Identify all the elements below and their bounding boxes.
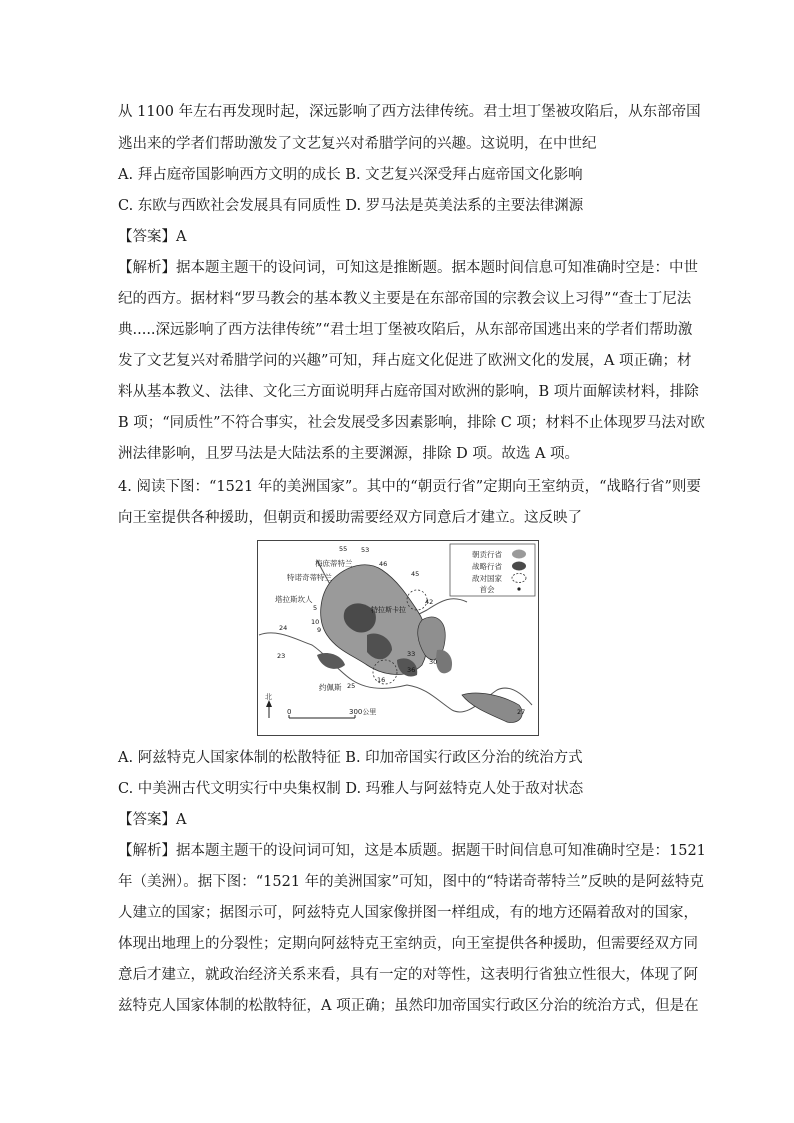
- answer-label: 【答案】A: [118, 812, 187, 828]
- option-line: A. 拜占庭帝国影响西方文明的成长 B. 文艺复兴深受拜占庭帝国文化影响: [118, 167, 583, 183]
- question-line: 4. 阅读下图：“1521 年的美洲国家”。其中的“朝贡行省”定期向王室纳贡，“战略行省”则要: [118, 479, 701, 495]
- analysis-line: 洲法律影响，且罗马法是大陆法系的主要渊源，排除 D 项。故选 A 项。: [118, 446, 580, 462]
- map-number: 27: [517, 708, 526, 716]
- answer-label: 【答案】A: [118, 229, 187, 245]
- legend-capital: 首会: [479, 585, 495, 594]
- analysis-line: 典.....深远影响了西方法律传统”“君士坦丁堡被攻陷后，从东部帝国逃出来的学者们帮助激: [118, 322, 693, 338]
- text-line: 逃出来的学者们帮助激发了文艺复兴对希腊学问的兴趣。这说明，在中世纪: [118, 136, 597, 152]
- map-number: 10: [311, 618, 320, 626]
- map-number: 24: [279, 624, 288, 632]
- analysis-line: 年（美洲）。据下图：“1521 年的美洲国家”可知，图中的“特诺奇蒂特兰”反映的是阿兹特克: [118, 874, 704, 890]
- map-number: 55: [339, 545, 348, 553]
- map-number: 33: [407, 650, 416, 658]
- legend-strategic: 战略行省: [472, 562, 502, 571]
- map-number: 42: [425, 598, 434, 606]
- analysis-line: 【解析】据本题主题干的设问词，可知这是推断题。据本题时间信息可知准确时空是：中世: [118, 260, 698, 276]
- svg-text:300公里: 300公里: [349, 708, 377, 716]
- analysis-line: 人建立的国家；据图示可，阿兹特克人国家像拼图一样组成，有的地方还隔着敌对的国家，: [118, 905, 698, 921]
- analysis-line: B 项；“同质性”不符合事实，社会发展受多因素影响，排除 C 项；材料不止体现罗马法对欧: [118, 415, 705, 431]
- map-number: 36: [407, 666, 416, 674]
- legend-tributary: 朝贡行省: [472, 550, 502, 559]
- map-number: 9: [317, 626, 322, 634]
- map-number: 30: [429, 658, 438, 666]
- text-line: 从 1100 年左右再发现时起，深远影响了西方法律传统。君士坦丁堡被攻陷后，从东部帝国: [118, 104, 701, 120]
- analysis-line: 体现出地理上的分裂性；定期向阿兹特克王室纳贡，向王室提供各种援助，但需要经双方同: [118, 936, 698, 952]
- map-label: 特拉斯卡拉: [371, 606, 406, 614]
- analysis-line: 发了文艺复兴对希腊学问的兴趣”可知，拜占庭文化促进了欧洲文化的发展，A 项正确；材: [118, 353, 692, 369]
- map-number: 46: [379, 560, 388, 568]
- analysis-line: 料从基本教义、法律、文化三方面说明拜占庭帝国对欧洲的影响，B 项片面解读材料，排除: [118, 384, 699, 400]
- map-label: 塔拉斯坎人: [275, 595, 313, 604]
- map-number: 45: [411, 570, 420, 578]
- analysis-line: 【解析】据本题主题干的设问词可知，这是本质题。据题干时间信息可知准确时空是：1521: [118, 843, 706, 859]
- option-line: C. 东欧与西欧社会发展具有同质性 D. 罗马法是英美法系的主要法律渊源: [118, 198, 584, 214]
- map-number: 53: [361, 546, 370, 554]
- map-number: 16: [377, 676, 386, 684]
- americas-1521-map: [257, 540, 539, 736]
- map-number: 5: [313, 604, 318, 612]
- map-number: 23: [277, 652, 286, 660]
- map-label: 梅庶蒂特兰: [315, 559, 353, 568]
- map-label: 特诺奇蒂特兰: [287, 573, 332, 582]
- analysis-line: 意后才建立，就政治经济关系来看，具有一定的对等性，这表明行省独立性很大，体现了阿: [118, 967, 698, 983]
- analysis-line: 纪的西方。据材料“罗马教会的基本教义主要是在东部帝国的宗教会议上习得”“查士丁尼法: [118, 291, 692, 307]
- option-line: A. 阿兹特克人国家体制的松散特征 B. 印加帝国实行政区分治的统治方式: [118, 750, 583, 766]
- question-line: 向王室提供各种援助，但朝贡和援助需要经双方同意后才建立。这反映了: [118, 510, 582, 526]
- map-label: 约佩斯: [319, 683, 342, 692]
- svg-text:0: 0: [287, 708, 292, 716]
- analysis-line: 兹特克人国家体制的松散特征，A 项正确；虽然印加帝国实行政区分治的统治方式，但是在: [118, 998, 699, 1014]
- legend-hostile: 敌对国家: [472, 574, 502, 583]
- map-number: 25: [347, 682, 356, 690]
- option-line: C. 中美洲古代文明实行中央集权制 D. 玛雅人与阿兹特克人处于敌对状态: [118, 781, 584, 797]
- svg-text:北: 北: [265, 693, 272, 701]
